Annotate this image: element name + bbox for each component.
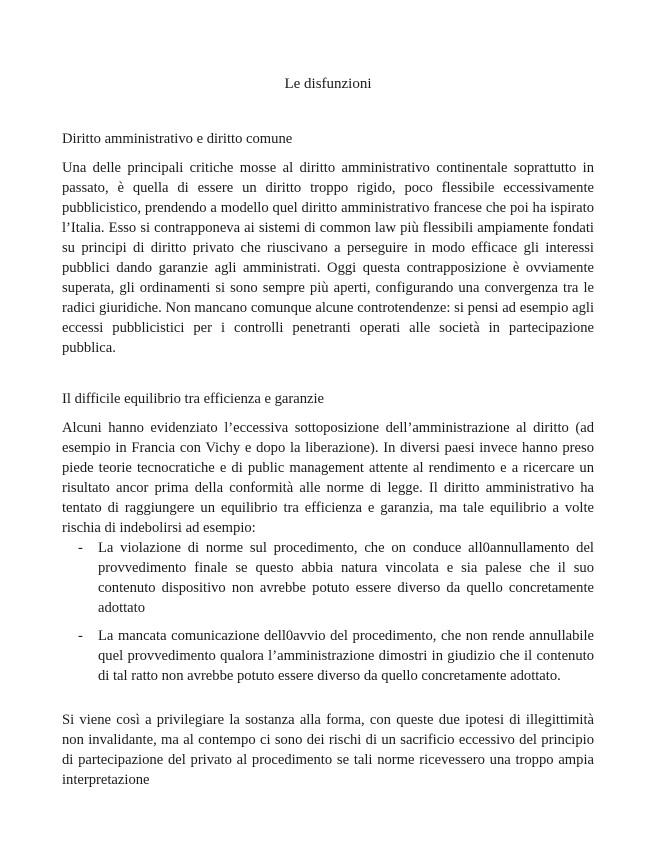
- document-title: Le disfunzioni: [284, 76, 372, 92]
- section-heading-diritto-comune: Diritto amministrativo e diritto comune: [62, 131, 293, 147]
- bullet-text: La violazione di norme sul procedimento, che on conduce all0annullamento del provvedimento finale se questo abbia natura vincolata e sia palese che il suo contenuto dispositivo non avrebbe potuto essere diverso da quello concretamente adottato: [98, 540, 594, 616]
- paragraph-equilibrio: Alcuni hanno evidenziato l’eccessiva sottoposizione dell’amministrazione al diritto (ad esempio in Francia con Vichy e dopo la liberazione). In diversi paesi invece hanno preso piede teorie tecnocratiche e di public management attente al rendimento e a ricercare un risultato ancor prima della conformità alle norme di legge. Il diritto amministrativo ha tentato di raggiungere un equilibrio tra efficienza e garanzia, ma tale equilibrio a volte rischia di indebolirsi ad esempio:: [62, 420, 594, 536]
- bullet-marker: -: [78, 540, 83, 556]
- bullet-text: La mancata comunicazione dell0avvio del procedimento, che non rende annullabile quel provvedimento qualora l’amministrazione dimostri in giudizio che il contenuto di tal ratto non avrebbe potuto essere diverso da quello concretamente adottato.: [98, 628, 594, 684]
- list-item: [62, 538, 594, 618]
- paragraph-closing: Si viene così a privilegiare la sostanza alla forma, con queste due ipotesi di illegittimità non invalidante, ma al contempo ci sono dei rischi di un sacrificio eccessivo del principio di partecipazione del privato al procedimento se tali norme ricevessero una troppo ampia interpretazione: [62, 712, 594, 788]
- list-item: [62, 626, 594, 686]
- bullet-list: [62, 538, 594, 694]
- paragraph-diritto-comune: Una delle principali critiche mosse al diritto amministrativo continentale soprattutto in passato, è quella di essere un diritto troppo rigido, poco flessibile eccessivamente pubblicistico, prendendo a modello quel diritto amministrativo francese che poi ha ispirato l’Italia. Esso si contrapponeva ai sistemi di common law più flessibili ampiamente fondati su principi di diritto privato che riuscivano a perseguire in modo efficace gli interessi pubblici dando garanzie agli amministrati. Oggi questa contrapposizione è ovviamente superata, gli ordinamenti si sono sempre più aperti, configurando una convergenza tra le radici giuridiche. Non mancano comunque alcune controtendenze: si pensi ad esempio agli eccessi pubblicistici per i controlli penetranti operati alle società in partecipazione pubblica.: [62, 160, 594, 356]
- bullet-marker: -: [78, 628, 83, 644]
- section-heading-equilibrio: Il difficile equilibrio tra efficienza e garanzie: [62, 391, 325, 407]
